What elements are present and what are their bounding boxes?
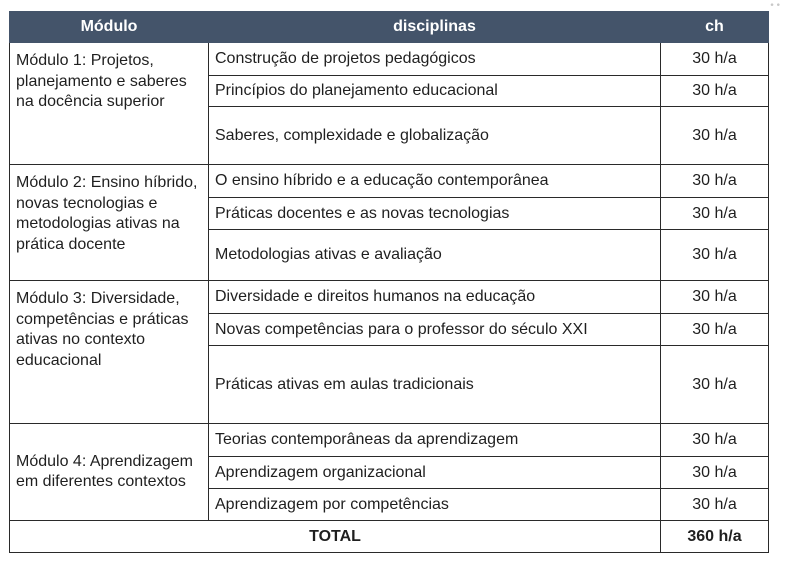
module-4-title: Módulo 4: Aprendizagem em diferentes contextos	[10, 424, 209, 521]
discipline-ch: 30 h/a	[661, 198, 769, 230]
discipline-name: Metodologias ativas e avaliação	[209, 230, 661, 281]
discipline-ch: 30 h/a	[661, 281, 769, 314]
discipline-name: Teorias contemporâneas da aprendizagem	[209, 424, 661, 457]
total-label: TOTAL	[10, 521, 661, 553]
discipline-name: Diversidade e direitos humanos na educação	[209, 281, 661, 314]
discipline-ch: 30 h/a	[661, 165, 769, 198]
discipline-name: Construção de projetos pedagógicos	[209, 43, 661, 76]
table-row	[10, 43, 769, 76]
discipline-name: Princípios do planejamento educacional	[209, 76, 661, 107]
header-disciplinas: disciplinas	[209, 12, 661, 43]
discipline-ch: 30 h/a	[661, 457, 769, 489]
discipline-ch: 30 h/a	[661, 346, 769, 424]
discipline-ch: 30 h/a	[661, 76, 769, 107]
discipline-name: Aprendizagem por competências	[209, 489, 661, 521]
total-row	[10, 521, 769, 553]
discipline-name: Aprendizagem organizacional	[209, 457, 661, 489]
header-row	[10, 12, 769, 43]
discipline-name: Práticas ativas em aulas tradicionais	[209, 346, 661, 424]
table-row	[10, 281, 769, 314]
module-1-title: Módulo 1: Projetos, planejamento e saberes na docência superior	[10, 43, 209, 165]
table-row	[10, 424, 769, 457]
module-3-title: Módulo 3: Diversidade, competências e práticas ativas no contexto educacional	[10, 281, 209, 424]
header-ch: ch	[661, 12, 769, 43]
curriculum-table	[9, 11, 769, 553]
discipline-ch: 30 h/a	[661, 107, 769, 165]
discipline-ch: 30 h/a	[661, 489, 769, 521]
discipline-ch: 30 h/a	[661, 230, 769, 281]
discipline-name: Práticas docentes e as novas tecnologias	[209, 198, 661, 230]
discipline-ch: 30 h/a	[661, 314, 769, 346]
header-modulo: Módulo	[10, 12, 209, 43]
discipline-ch: 30 h/a	[661, 43, 769, 76]
discipline-ch: 30 h/a	[661, 424, 769, 457]
window-corner-grip: ••	[769, 1, 782, 11]
discipline-name: O ensino híbrido e a educação contemporânea	[209, 165, 661, 198]
total-value: 360 h/a	[661, 521, 769, 553]
table-row	[10, 165, 769, 198]
discipline-name: Saberes, complexidade e globalização	[209, 107, 661, 165]
discipline-name: Novas competências para o professor do século XXI	[209, 314, 661, 346]
module-2-title: Módulo 2: Ensino híbrido, novas tecnologias e metodologias ativas na prática docente	[10, 165, 209, 281]
